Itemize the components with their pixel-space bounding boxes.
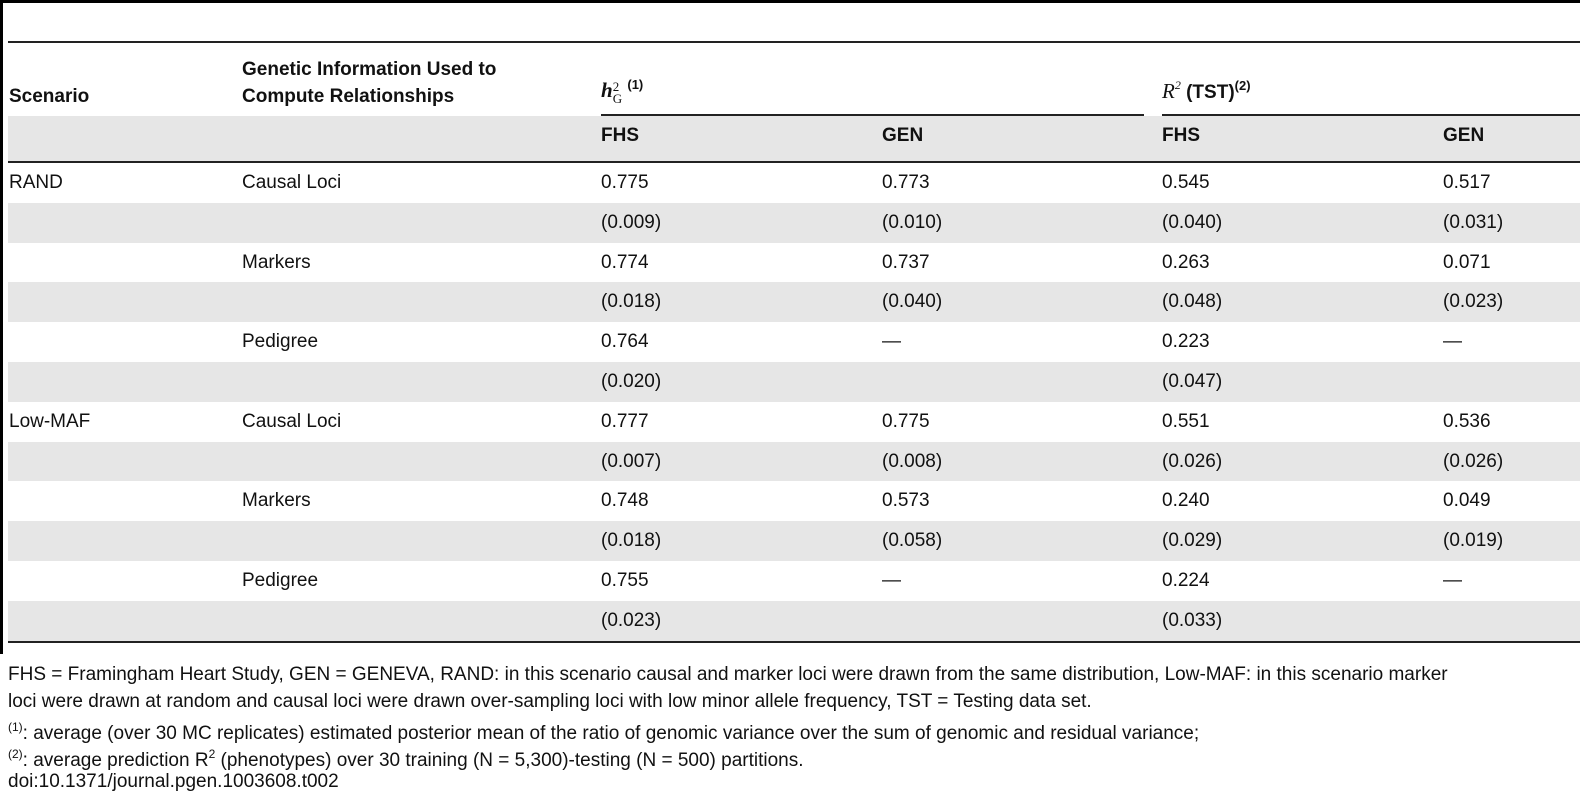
row-band xyxy=(8,601,1580,641)
cell-genetic-info: Causal Loci xyxy=(242,172,342,193)
row-band xyxy=(8,282,1580,322)
cell-value: (0.026) xyxy=(1443,450,1504,472)
footnote-1-marker: (1) xyxy=(8,720,23,734)
cell-genetic-info: Pedigree xyxy=(242,570,319,591)
cell-genetic-info: Causal Loci xyxy=(242,410,342,432)
row-band xyxy=(8,203,1580,243)
cell-value: 0.049 xyxy=(1443,490,1491,512)
cell-value: (0.019) xyxy=(1443,530,1504,552)
header-bottom-rule xyxy=(8,161,1580,163)
cell-value: (0.010) xyxy=(882,211,943,233)
cell-value: 0.755 xyxy=(601,570,649,591)
footnote-2-superscript: 2 xyxy=(208,747,216,761)
cell-value: 0.536 xyxy=(1443,410,1491,432)
header-scenario: Scenario xyxy=(9,86,90,107)
cell-value: (0.033) xyxy=(1162,609,1223,631)
table-bottom-rule xyxy=(8,641,1580,643)
subheader-h2-fhs: FHS xyxy=(601,125,639,146)
cell-scenario: RAND xyxy=(9,172,63,193)
cell-value: 0.764 xyxy=(601,331,649,353)
row-band xyxy=(8,362,1580,402)
cell-value: (0.018) xyxy=(601,530,662,552)
header-r2-group xyxy=(1162,74,1251,104)
h2-note-marker: (1) xyxy=(627,77,644,92)
cell-value: 0.775 xyxy=(882,410,930,432)
r2-superscript: 2 xyxy=(1174,78,1181,92)
cell-value: (0.018) xyxy=(601,291,662,313)
doi-link[interactable]: doi:10.1371/journal.pgen.1003608.t002 xyxy=(8,771,339,792)
r2-symbol: R xyxy=(1162,79,1175,103)
h2-subscript: G xyxy=(612,90,623,106)
row-band xyxy=(8,521,1580,561)
cell-value: (0.058) xyxy=(882,530,943,552)
table-top-rule xyxy=(8,41,1580,43)
row-band xyxy=(8,442,1580,482)
cell-value: (0.029) xyxy=(1162,530,1223,552)
cell-value: 0.774 xyxy=(601,251,649,273)
cell-value: 0.263 xyxy=(1162,251,1210,273)
cell-value: (0.008) xyxy=(882,450,943,472)
cell-value: 0.224 xyxy=(1162,570,1210,591)
cell-value: (0.023) xyxy=(1443,291,1504,313)
cell-value: 0.071 xyxy=(1443,251,1491,273)
header-genetic-info-line2: Compute Relationships xyxy=(242,86,455,107)
cell-value: 0.777 xyxy=(601,410,649,432)
cell-value: — xyxy=(1443,331,1462,353)
cell-value: 0.551 xyxy=(1162,410,1210,432)
cell-value: (0.047) xyxy=(1162,371,1223,392)
subheader-r2-gen: GEN xyxy=(1443,125,1485,146)
cell-value: 0.223 xyxy=(1162,331,1210,353)
footnote-line2: loci were drawn at random and causal loci were drawn over-sampling loci with low minor allele frequency, TST = Testing data set. xyxy=(8,691,1092,712)
cell-value: 0.240 xyxy=(1162,490,1210,512)
footnote-abbreviations xyxy=(8,661,1580,715)
h2-supsub xyxy=(612,78,623,106)
cell-value: 0.517 xyxy=(1443,172,1491,193)
cell-value: 0.573 xyxy=(882,490,930,512)
cell-value: — xyxy=(1443,570,1462,591)
footnote-2-text-b: (phenotypes) over 30 training (N = 5,300)-testing (N = 500) partitions. xyxy=(215,750,804,771)
cell-scenario: Low-MAF xyxy=(9,410,91,432)
cell-value: (0.020) xyxy=(601,371,662,392)
cell-value: (0.007) xyxy=(601,450,662,472)
subheader-band xyxy=(8,116,1580,161)
subheader-r2-fhs: FHS xyxy=(1162,125,1200,146)
h2-symbol: h xyxy=(601,78,613,102)
cell-value: 0.773 xyxy=(882,172,930,193)
cell-value: (0.031) xyxy=(1443,211,1504,233)
header-genetic-info xyxy=(242,56,496,110)
cell-value: (0.040) xyxy=(882,291,943,313)
footnote-line1: FHS = Framingham Heart Study, GEN = GENEVA, RAND: in this scenario causal and marker loci were drawn from the same distribution, Low-MAF: in this scenario marker xyxy=(8,664,1448,685)
footnote-1-text: : average (over 30 MC replicates) estimated posterior mean of the ratio of genomic variance over the sum of genomic and residual variance; xyxy=(22,723,1200,744)
cell-genetic-info: Markers xyxy=(242,251,311,273)
cell-value: 0.775 xyxy=(601,172,649,193)
cell-value: (0.023) xyxy=(601,609,662,631)
cell-genetic-info: Pedigree xyxy=(242,331,319,353)
r2-tst-label: (TST) xyxy=(1186,82,1235,103)
cell-value: (0.009) xyxy=(601,211,662,233)
footnote-2-marker: (2) xyxy=(8,747,23,761)
cell-value: 0.748 xyxy=(601,490,649,512)
cell-value: (0.040) xyxy=(1162,211,1223,233)
footnote-2-text-a: : average prediction R xyxy=(22,750,209,771)
table-frame-left-border xyxy=(0,0,3,654)
cell-value: 0.737 xyxy=(882,251,930,273)
cell-value: 0.545 xyxy=(1162,172,1210,193)
subheader-h2-gen: GEN xyxy=(882,125,924,146)
r2-note-marker: (2) xyxy=(1234,78,1251,93)
header-h2-group xyxy=(601,74,643,104)
cell-genetic-info: Markers xyxy=(242,490,311,512)
header-genetic-info-line1: Genetic Information Used to xyxy=(242,59,497,80)
cell-value: (0.048) xyxy=(1162,291,1223,313)
cell-value: (0.026) xyxy=(1162,450,1223,472)
cell-value: — xyxy=(882,570,901,591)
h2-superscript: 2 xyxy=(612,78,620,94)
cell-value: — xyxy=(882,331,901,353)
table-frame-top-border xyxy=(0,0,1580,3)
